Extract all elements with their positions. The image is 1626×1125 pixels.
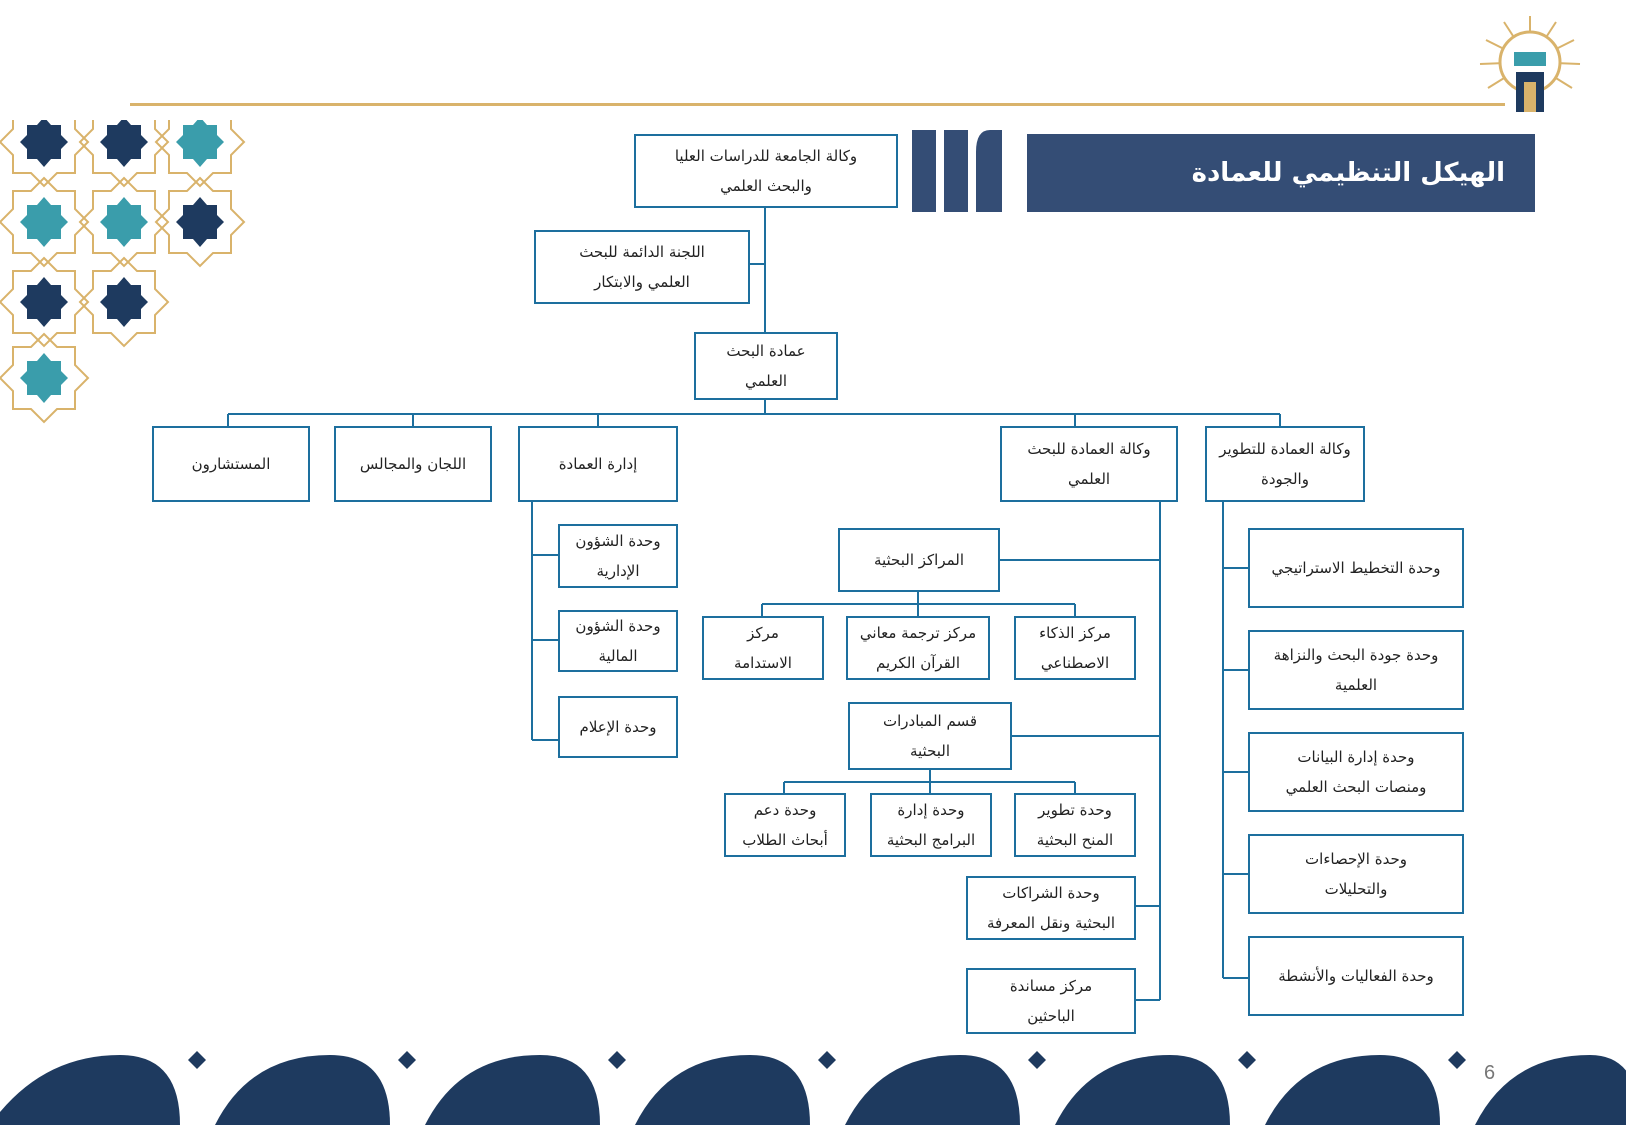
page-number: 6 xyxy=(1484,1062,1496,1084)
node-student-research-support: وحدة دعم أبحاث الطلاب xyxy=(724,793,846,857)
node-partnerships-unit: وحدة الشراكات البحثية ونقل المعرفة xyxy=(966,876,1136,940)
node-deanship: عمادة البحث العلمي xyxy=(694,332,838,400)
node-media-unit: وحدة الإعلام xyxy=(558,696,678,758)
page-title: الهيكل التنظيمي للعمادة xyxy=(1027,134,1535,212)
node-vice-rector: وكالة الجامعة للدراسات العليا والبحث العلمي xyxy=(634,134,898,208)
node-events-unit: وحدة الفعاليات والأنشطة xyxy=(1248,936,1464,1016)
node-vice-dean-development: وكالة العمادة للتطوير والجودة xyxy=(1205,426,1365,502)
node-research-programs-unit: وحدة إدارة البرامج البحثية xyxy=(870,793,992,857)
node-research-initiatives: قسم المبادرات البحثية xyxy=(848,702,1012,770)
node-finance-unit: وحدة الشؤون المالية xyxy=(558,610,678,672)
node-admin-affairs-unit: وحدة الشؤون الإدارية xyxy=(558,524,678,588)
node-strategic-planning-unit: وحدة التخطيط الاستراتيجي xyxy=(1248,528,1464,608)
node-researchers-support-center: مركز مساندة الباحثين xyxy=(966,968,1136,1034)
node-research-quality-unit: وحدة جودة البحث والنزاهة العلمية xyxy=(1248,630,1464,710)
node-quran-translation-center: مركز ترجمة معاني القرآن الكريم xyxy=(846,616,990,680)
node-committees-councils: اللجان والمجالس xyxy=(334,426,492,502)
node-vice-dean-research: وكالة العمادة للبحث العلمي xyxy=(1000,426,1178,502)
node-data-management-unit: وحدة إدارة البيانات ومنصات البحث العلمي xyxy=(1248,732,1464,812)
node-ai-center: مركز الذكاء الاصطناعي xyxy=(1014,616,1136,680)
footer-decoration xyxy=(0,1045,1626,1125)
node-sustainability-center: مركز الاستدامة xyxy=(702,616,824,680)
node-statistics-unit: وحدة الإحصاءات والتحليلات xyxy=(1248,834,1464,914)
node-deanship-admin: إدارة العمادة xyxy=(518,426,678,502)
node-consultants: المستشارون xyxy=(152,426,310,502)
node-research-centers: المراكز البحثية xyxy=(838,528,1000,592)
node-standing-committee: اللجنة الدائمة للبحث العلمي والابتكار xyxy=(534,230,750,304)
node-research-grants-unit: وحدة تطوير المنح البحثية xyxy=(1014,793,1136,857)
